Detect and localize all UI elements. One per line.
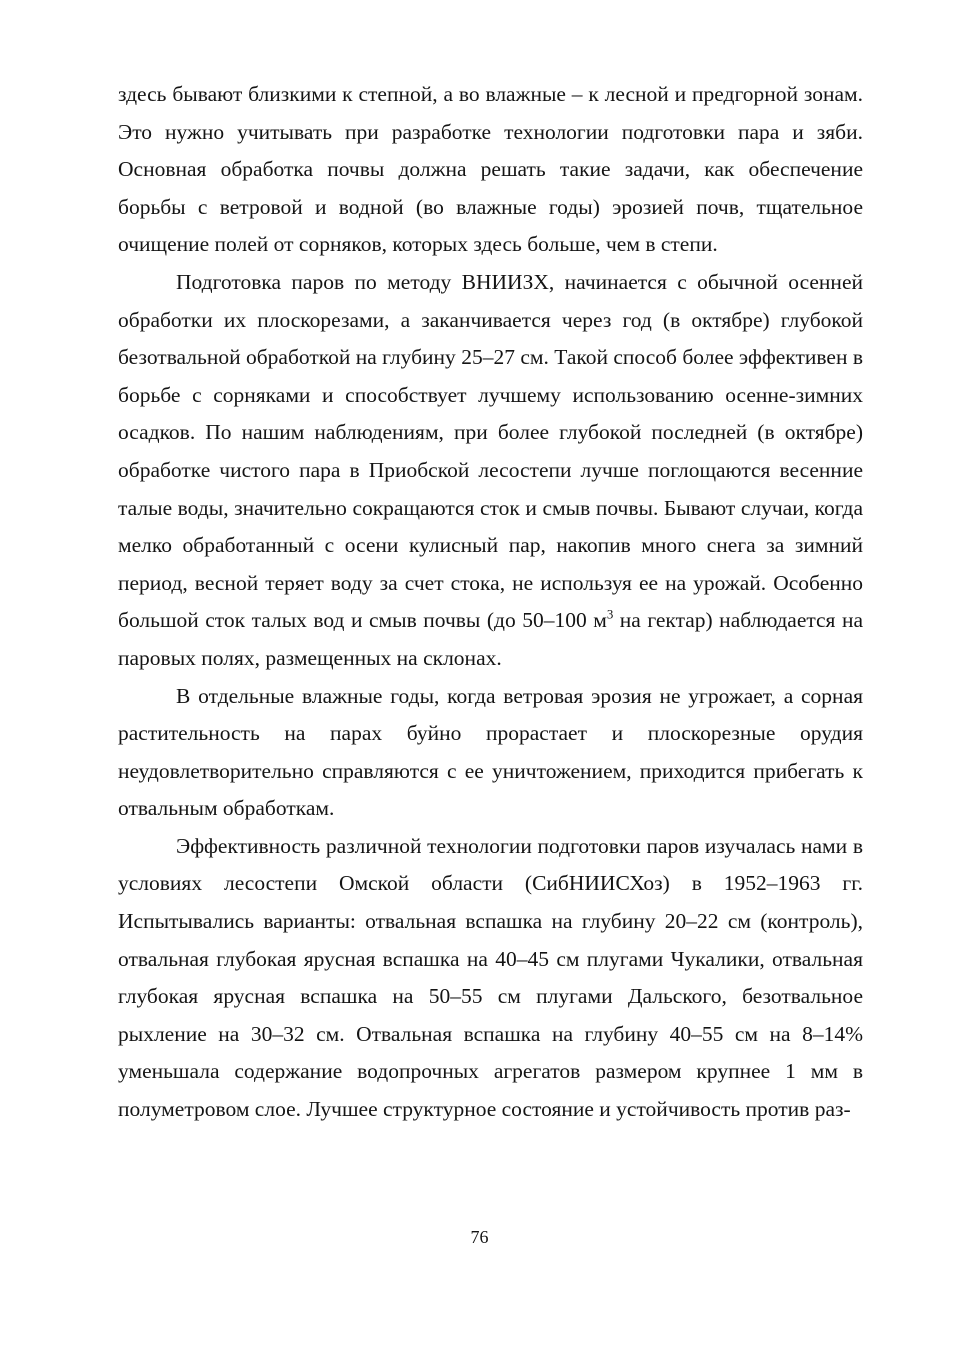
- paragraph-2: [118, 264, 863, 678]
- body-text: [118, 76, 863, 1129]
- paragraph-2-text: Подготовка паров по методу ВНИИЗХ, начинается с обычной осенней обработки их плоскорезами, а заканчивается через год (в октябре) глубокой безотвальной обработкой на глубину 25–27 см. Такой способ более эффективен в борьбе с сорняками и способствует лучшему использованию осенне-зимних осадков. По нашим наблюдениям, при более глубокой последней (в октябре) обработке чистого пара в Приобской лесостепи лучше поглощаются весенние талые воды, значительно сокращаются сток и смыв почвы. Бывают случаи, когда мелко обработанный с осени кулисный пар, накопив много снега за зимний период, весной теряет воду за счет стока, не используя ее на урожай. Особенно большой сток талых вод и смыв почвы (до 50–100 м: [118, 269, 863, 633]
- superscript-cubic: 3: [606, 607, 614, 622]
- paragraph-3: В отдельные влажные годы, когда ветровая эрозия не угрожает, а сорная растительность на парах буйно прорастает и плоскорезные орудия неудовлетворительно справляются с ее уничтожением, приходится прибегать к отвальным обработкам.: [118, 683, 863, 821]
- paragraph-4: Эффективность различной технологии подготовки паров изучалась нами в условиях лесостепи Омской области (СибНИИСХоз) в 1952–1963 гг. Испытывались варианты: отвальная вспашка на глубину 20–22 см (контроль), отвальная глубокая ярусная вспашка на 40–45 см плугами Чукалики, отвальная глубокая ярусная вспашка на 50–55 см плугами Дальского, безотвальное рыхление на 30–32 см. Отвальная вспашка на глубину 40–55 см на 8–14% уменьшала содержание водопрочных агрегатов размером крупнее 1 мм в полуметровом слое. Лучшее структурное состояние и устойчивость против раз-: [118, 833, 863, 1122]
- paragraph-1: здесь бывают близкими к степной, а во влажные – к лесной и предгорной зонам. Это нужно учитывать при разработке технологии подготовки пара и зяби. Основная обработка почвы должна решать такие задачи, как обеспечение борьбы с ветровой и водной (во влажные годы) эрозией почв, тщательное очищение полей от сорняков, которых здесь больше, чем в степи.: [118, 82, 863, 257]
- paragraph-2-text-end: на гектар) наблюдается на паровых полях, размещенных на склонах.: [118, 608, 863, 670]
- page-number: 76: [470, 1227, 489, 1247]
